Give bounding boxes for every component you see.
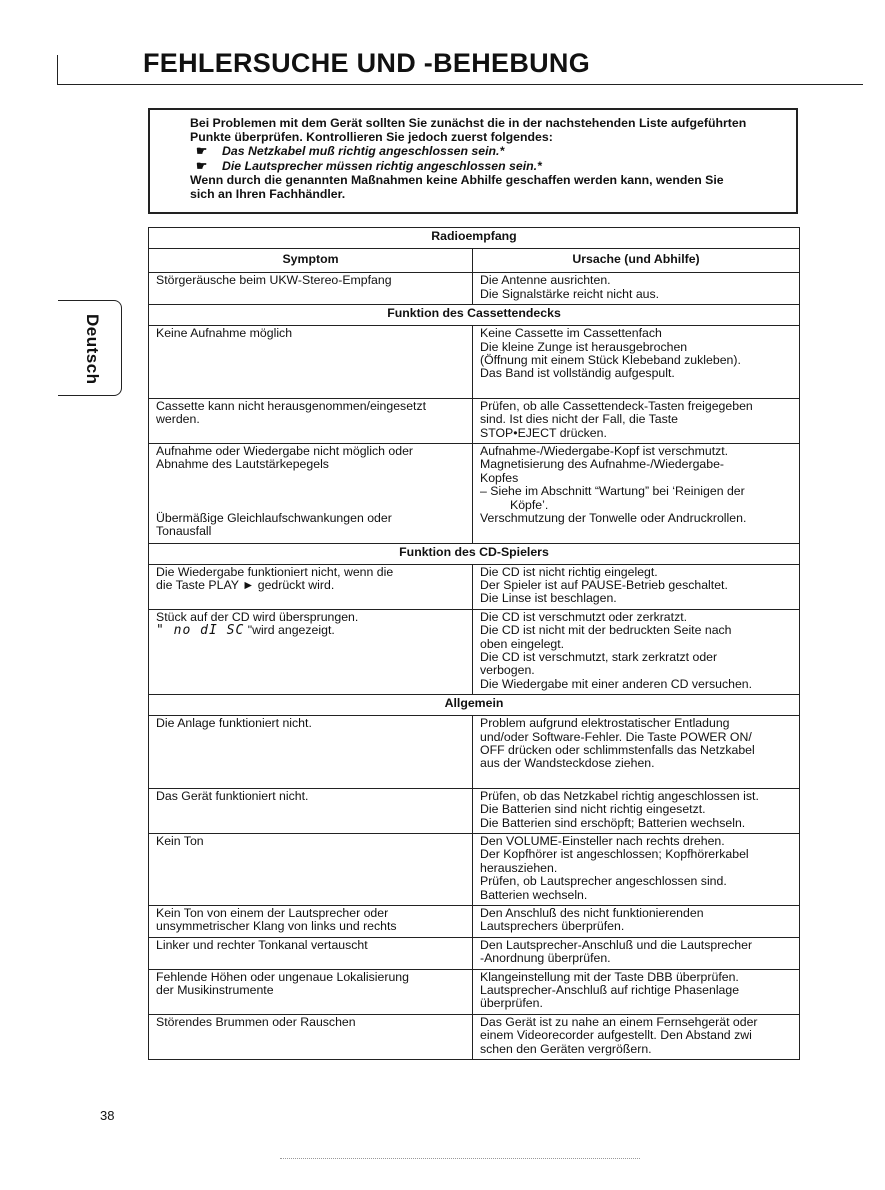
symptom-text: Cassette kann nicht herausgenommen/eingesetzt <box>156 398 427 413</box>
scan-artifact <box>280 1158 640 1161</box>
cause-text: (Öffnung mit einem Stück Klebeband zukleben). <box>480 353 741 368</box>
cause-text: OFF drücken oder schlimmstenfalls das Netzkabel <box>480 742 755 757</box>
cause-text: Prüfen, ob alle Cassettendeck-Tasten freigegeben <box>480 398 753 413</box>
cause-text: Den Anschluß des nicht funktionierenden <box>480 906 704 921</box>
table-row <box>149 564 800 609</box>
symptom-cell <box>149 937 473 969</box>
cause-text: und/oder Software-Fehler. Die Taste POWER ON/ <box>480 729 752 744</box>
symptom-cell <box>149 906 473 938</box>
cause-text: sind. Ist dies nicht der Fall, die Taste <box>480 412 678 427</box>
symptom-text: Die Wiedergabe funktioniert nicht, wenn die <box>156 564 394 579</box>
cause-text: Prüfen, ob das Netzkabel richtig angeschlossen ist. <box>480 788 759 803</box>
symptom-text: werden. <box>156 412 200 427</box>
cause-cell <box>473 273 800 305</box>
intro-line: Wenn durch die genannten Maßnahmen keine Abhilfe geschaffen werden kann, wenden Sie <box>190 172 724 187</box>
warning-speakers <box>190 159 786 173</box>
cause-cell <box>473 398 800 443</box>
cause-text: schen den Geräten vergrößern. <box>480 1041 652 1056</box>
cause-text: verbogen. <box>480 663 535 678</box>
cause-text: Der Spieler ist auf PAUSE-Betrieb geschaltet. <box>480 577 728 592</box>
symptom-text: Aufnahme oder Wiedergabe nicht möglich oder <box>156 444 414 459</box>
table-row <box>149 398 800 443</box>
cause-cell <box>473 906 800 938</box>
display-readout: " no dI SC <box>156 623 245 639</box>
cause-text: Die CD ist verschmutzt oder zerkratzt. <box>480 609 688 624</box>
symptom-text: Keine Aufnahme möglich <box>156 326 293 341</box>
cause-text: Die Batterien sind nicht richtig eingesetzt. <box>480 802 706 817</box>
cause-text: herausziehen. <box>480 860 558 875</box>
cause-text: STOP•EJECT drücken. <box>480 425 607 440</box>
intro-box <box>148 108 798 214</box>
cause-text: Die Wiedergabe mit einer anderen CD versuchen. <box>480 676 753 691</box>
symptom-cell <box>149 969 473 1014</box>
cause-cell <box>473 937 800 969</box>
intro-line: Bei Problemen mit dem Gerät sollten Sie zunächst die in der nachstehenden Liste aufgeführten <box>190 116 747 130</box>
cause-text: Die CD ist verschmutzt, stark zerkratzt oder <box>480 649 718 664</box>
symptom-text: Stück auf der CD wird übersprungen. <box>156 609 359 624</box>
symptom-text: Störgeräusche beim UKW-Stereo-Empfang <box>156 273 392 288</box>
cause-cell <box>473 834 800 906</box>
section-general: Allgemein <box>149 695 800 716</box>
cause-cell <box>473 1014 800 1059</box>
symptom-text: Fehlende Höhen oder ungenaue Lokalisierung <box>156 969 409 984</box>
table-row <box>149 716 800 789</box>
symptom-text: Übermäßige Gleichlaufschwankungen oder <box>156 510 392 525</box>
symptom-cell <box>149 273 473 305</box>
cause-cell <box>473 326 800 399</box>
cause-cell <box>473 969 800 1014</box>
pointing-hand-icon: ☛ <box>196 158 208 173</box>
cause-text: Die Batterien sind erschöpft; Batterien wechseln. <box>480 815 746 830</box>
cause-text: Aufnahme-/Wiedergabe-Kopf ist verschmutzt. <box>480 444 729 459</box>
symptom-text: der Musikinstrumente <box>156 983 274 998</box>
troubleshooting-table <box>148 227 800 1060</box>
table-row <box>149 834 800 906</box>
title-rule <box>57 84 863 85</box>
symptom-cell <box>149 564 473 609</box>
table-row <box>149 937 800 969</box>
page-title: FEHLERSUCHE UND -BEHEBUNG <box>143 48 591 78</box>
symptom-text: Das Gerät funktioniert nicht. <box>156 788 309 803</box>
symptom-text: Tonausfall <box>156 524 212 539</box>
cause-cell <box>473 564 800 609</box>
cause-text: Kopfes <box>480 470 519 485</box>
cause-text: Keine Cassette im Cassettenfach <box>480 326 662 341</box>
table-row <box>149 273 800 305</box>
symptom-text-suffix: "wird angezeigt. <box>244 623 335 638</box>
cause-text: Lautsprechers überprüfen. <box>480 919 625 934</box>
symptom-text: Störendes Brummen oder Rauschen <box>156 1014 356 1029</box>
cause-cell <box>473 788 800 833</box>
intro-line: Punkte überprüfen. Kontrollieren Sie jedoch zuerst folgendes: <box>190 130 553 145</box>
cause-cell <box>473 716 800 789</box>
symptom-text: unsymmetrischer Klang von links und rechts <box>156 919 397 934</box>
symptom-cell <box>149 834 473 906</box>
cause-text: Die Linse ist beschlagen. <box>480 591 617 606</box>
symptom-text: Die Anlage funktioniert nicht. <box>156 716 312 731</box>
header-cause: Ursache (und Abhilfe) <box>473 249 800 273</box>
symptom-cell <box>149 788 473 833</box>
section-cd: Funktion des CD-Spielers <box>149 543 800 564</box>
cause-text: Die Antenne ausrichten. <box>480 273 611 288</box>
cause-cell <box>473 444 800 543</box>
cause-text: Köpfe’. <box>510 497 549 512</box>
warning-text: Das Netzkabel muß richtig angeschlossen sein.* <box>222 144 505 159</box>
cause-text: Den Lautsprecher-Anschluß und die Lautsprecher <box>480 937 753 952</box>
cause-text: Batterien wechseln. <box>480 887 588 902</box>
symptom-cell <box>149 326 473 399</box>
symptom-text: die Taste PLAY ► gedrückt wird. <box>156 577 335 592</box>
cause-text: Die kleine Zunge ist herausgebrochen <box>480 339 688 354</box>
cause-text: Prüfen, ob Lautsprecher angeschlossen sind. <box>480 874 727 889</box>
table-row <box>149 906 800 938</box>
cause-text: Den VOLUME-Einsteller nach rechts drehen. <box>480 834 725 848</box>
intro-line: sich an Ihren Fachhändler. <box>190 187 346 202</box>
cause-cell <box>473 609 800 694</box>
table-row <box>149 1014 800 1059</box>
table-row <box>149 788 800 833</box>
cause-text: Klangeinstellung mit der Taste DBB überprüfen. <box>480 969 739 984</box>
symptom-text <box>156 624 466 637</box>
pointing-hand-icon: ☛ <box>196 144 208 159</box>
cause-text: Der Kopfhörer ist angeschlossen; Kopfhörerkabel <box>480 847 749 862</box>
symptom-cell <box>149 716 473 789</box>
cause-text: einem Videorecorder aufgestellt. Den Abstand zwi <box>480 1028 752 1043</box>
symptom-text: Kein Ton von einem der Lautsprecher oder <box>156 906 389 921</box>
warning-text: Die Lautsprecher müssen richtig angeschlossen sein.* <box>222 158 542 173</box>
symptom-text: Kein Ton <box>156 834 204 848</box>
table-row <box>149 444 800 543</box>
cause-text: Verschmutzung der Tonwelle oder Andruckrollen. <box>480 511 747 526</box>
header-symptom: Symptom <box>149 249 473 273</box>
table-row <box>149 969 800 1014</box>
table-row <box>149 609 800 694</box>
symptom-text: Abnahme des Lautstärkepegels <box>156 457 329 472</box>
language-tab <box>58 300 122 396</box>
table-row <box>149 326 800 399</box>
warning-power-cable <box>190 144 786 158</box>
section-radio: Radioempfang <box>149 228 800 249</box>
cause-text: – Siehe im Abschnitt “Wartung” bei ‘Reinigen der <box>480 484 745 499</box>
cause-text: Die CD ist nicht mit der bedruckten Seite nach <box>480 623 732 638</box>
cause-text: oben eingelegt. <box>480 636 565 651</box>
symptom-cell <box>149 398 473 443</box>
cause-text: Die Signalstärke reicht nicht aus. <box>480 286 660 301</box>
cause-text: Magnetisierung des Aufnahme-/Wiedergabe- <box>480 457 725 472</box>
language-tab-label: Deutsch <box>83 313 102 385</box>
cause-text: -Anordnung überprüfen. <box>480 951 611 966</box>
symptom-cell <box>149 1014 473 1059</box>
symptom-cell <box>149 609 473 694</box>
cause-text: Lautsprecher-Anschluß auf richtige Phasenlage <box>480 983 740 998</box>
cause-text: Das Band ist vollständig aufgespult. <box>480 366 675 381</box>
symptom-cell <box>149 444 473 543</box>
cause-text: aus der Wandsteckdose ziehen. <box>480 756 655 771</box>
cause-text: Die CD ist nicht richtig eingelegt. <box>480 564 658 579</box>
page-number: 38 <box>100 1108 115 1123</box>
cause-text: Problem aufgrund elektrostatischer Entladung <box>480 716 730 731</box>
cause-text: überprüfen. <box>480 996 543 1011</box>
symptom-text: Linker und rechter Tonkanal vertauscht <box>156 937 368 952</box>
cause-text: Das Gerät ist zu nahe an einem Fernsehgerät oder <box>480 1014 758 1029</box>
section-cassette: Funktion des Cassettendecks <box>149 305 800 326</box>
margin-line <box>57 55 58 85</box>
